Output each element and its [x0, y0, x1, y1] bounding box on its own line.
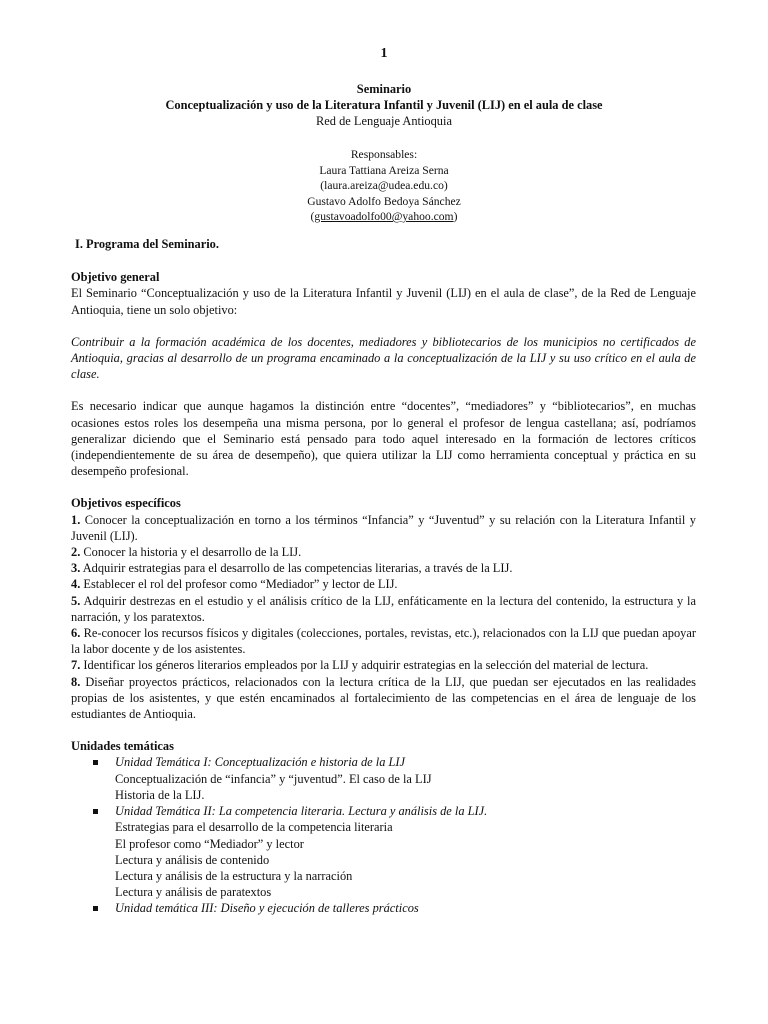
- document-header: [0, 81, 768, 130]
- unit-topic: El profesor como “Mediador” y lector: [115, 836, 304, 851]
- specific-objective-item: [71, 593, 696, 625]
- responsables-block: [0, 147, 768, 225]
- objective-text: Adquirir destrezas en el estudio y el análisis crítico de la LIJ, enfáticamente en la lectura del contenido, la estructura y la narración, y los paratextos.: [71, 593, 697, 624]
- unit-topic: Lectura y análisis de la estructura y la narración: [115, 868, 353, 883]
- email-open-paren: (: [310, 210, 315, 223]
- objective-number: 1.: [71, 512, 81, 527]
- units-heading: Unidades temáticas: [71, 739, 174, 754]
- specific-objective-item: [71, 544, 696, 560]
- person2-name: Gustavo Adolfo Bedoya Sánchez: [307, 194, 461, 208]
- person2-email-link[interactable]: gustavoadolfo00@yahoo.com: [314, 210, 454, 223]
- person1-email: (laura.areiza@udea.edu.co): [320, 179, 448, 192]
- specific-objective-item: [71, 576, 696, 592]
- person2-email-line: [0, 209, 768, 225]
- unit-topic: Lectura y análisis de paratextos: [115, 885, 272, 900]
- objective-text: Conocer la historia y el desarrollo de la LIJ.: [83, 545, 302, 560]
- unit-topic: Lectura y análisis de contenido: [115, 852, 270, 867]
- general-objective-statement: Contribuir a la formación académica de los docentes, mediadores y bibliotecarios de los municipios no certificados de Antioquia, gracias al desarrollo de un programa encaminado a la conceptualización de la LIJ y su uso crítico en el aula de clase.: [71, 334, 696, 382]
- objective-number: 7.: [71, 658, 81, 673]
- document-body: [71, 236, 696, 917]
- seminar-title: Conceptualización y uso de la Literatura Infantil y Juvenil (LIJ) en el aula de clase: [165, 98, 603, 113]
- specific-objectives-heading: Objetivos específicos: [71, 496, 181, 511]
- square-bullet-icon: [93, 906, 98, 911]
- specific-objective-item: [71, 560, 696, 576]
- unit-title: Unidad Temática II: La competencia literaria. Lectura y análisis de la LIJ.: [115, 804, 488, 819]
- unit-title: Unidad temática III: Diseño y ejecución de talleres prácticos: [115, 901, 419, 916]
- seminar-kicker: Seminario: [356, 82, 412, 96]
- unit-item: [71, 900, 696, 916]
- objective-text: Conocer la conceptualización en torno a los términos “Infancia” y “Juventud” y su relación con la Literatura Infantil y Juvenil (LIJ).: [71, 512, 696, 543]
- specific-objective-item: [71, 625, 696, 657]
- objective-number: 2.: [71, 545, 81, 560]
- objective-number: 3.: [71, 561, 81, 576]
- objective-text: Adquirir estrategias para el desarrollo de las competencias literarias, a través de la LIJ.: [82, 561, 513, 576]
- objective-text: Identificar los géneros literarios empleados por la LIJ y adquirir estrategias en la selección del material de lectura.: [83, 658, 649, 673]
- unit-item: [71, 803, 696, 900]
- objective-number: 4.: [71, 577, 81, 592]
- unit-topic: Historia de la LIJ.: [115, 787, 205, 802]
- page-number: 1: [380, 46, 388, 61]
- person1-name: Laura Tattiana Areiza Serna: [319, 163, 449, 177]
- objective-text: Re-conocer los recursos físicos y digitales (colecciones, portales, revistas, etc.), relacionados con la LIJ que puedan apoyar la labor docente y de los asistentes.: [71, 626, 696, 657]
- seminar-subtitle: Red de Lenguaje Antioquia: [316, 114, 452, 129]
- unit-topic: Conceptualización de “infancia” y “juventud”. El caso de la LIJ: [115, 771, 432, 786]
- objective-number: 5.: [71, 593, 81, 608]
- section-heading: I. Programa del Seminario.: [75, 237, 219, 251]
- objective-number: 6.: [71, 626, 81, 641]
- email-close-paren: ): [453, 210, 458, 223]
- general-objective-intro: El Seminario “Conceptualización y uso de la Literatura Infantil y Juvenil (LIJ) en el aula de clase”, de la Red de Lenguaje Antioquia, tiene un solo objetivo:: [71, 286, 696, 317]
- general-objective-heading: Objetivo general: [71, 270, 160, 285]
- responsables-label: Responsables:: [350, 148, 418, 161]
- specific-objectives-list: [71, 512, 696, 723]
- square-bullet-icon: [93, 760, 98, 765]
- unit-title: Unidad Temática I: Conceptualización e historia de la LIJ: [115, 755, 406, 770]
- objective-text: Establecer el rol del profesor como “Mediador” y lector de LIJ.: [83, 577, 398, 592]
- units-list: [71, 754, 696, 916]
- general-objective-note: Es necesario indicar que aunque hagamos la distinción entre “docentes”, “mediadores” y “bibliotecarios”, en muchas ocasiones estos roles los desempeña una misma persona, por lo general el profesor de lengua castellana; así, podríamos generalizar diciendo que el Seminario está pensado para todo aquel interesado en la formación de lectores críticos (independientemente de su área de desempeño), que quiera utilizar la LIJ como herramienta conceptual y práctica en su desempeño profesional.: [71, 399, 696, 479]
- specific-objective-item: [71, 657, 696, 673]
- square-bullet-icon: [93, 809, 98, 814]
- specific-objective-item: [71, 512, 696, 544]
- objective-number: 8.: [71, 674, 81, 689]
- unit-topic: Estrategias para el desarrollo de la competencia literaria: [115, 820, 393, 835]
- unit-item: [71, 754, 696, 803]
- objective-text: Diseñar proyectos prácticos, relacionados con la lectura crítica de la LIJ, que puedan ser ejecutados en las realidades propias de los asistentes, y que estén encaminados al fortalecimiento de las competencias en el área de lenguaje de los estudiantes de Antioquia.: [71, 674, 696, 722]
- specific-objective-item: [71, 674, 696, 723]
